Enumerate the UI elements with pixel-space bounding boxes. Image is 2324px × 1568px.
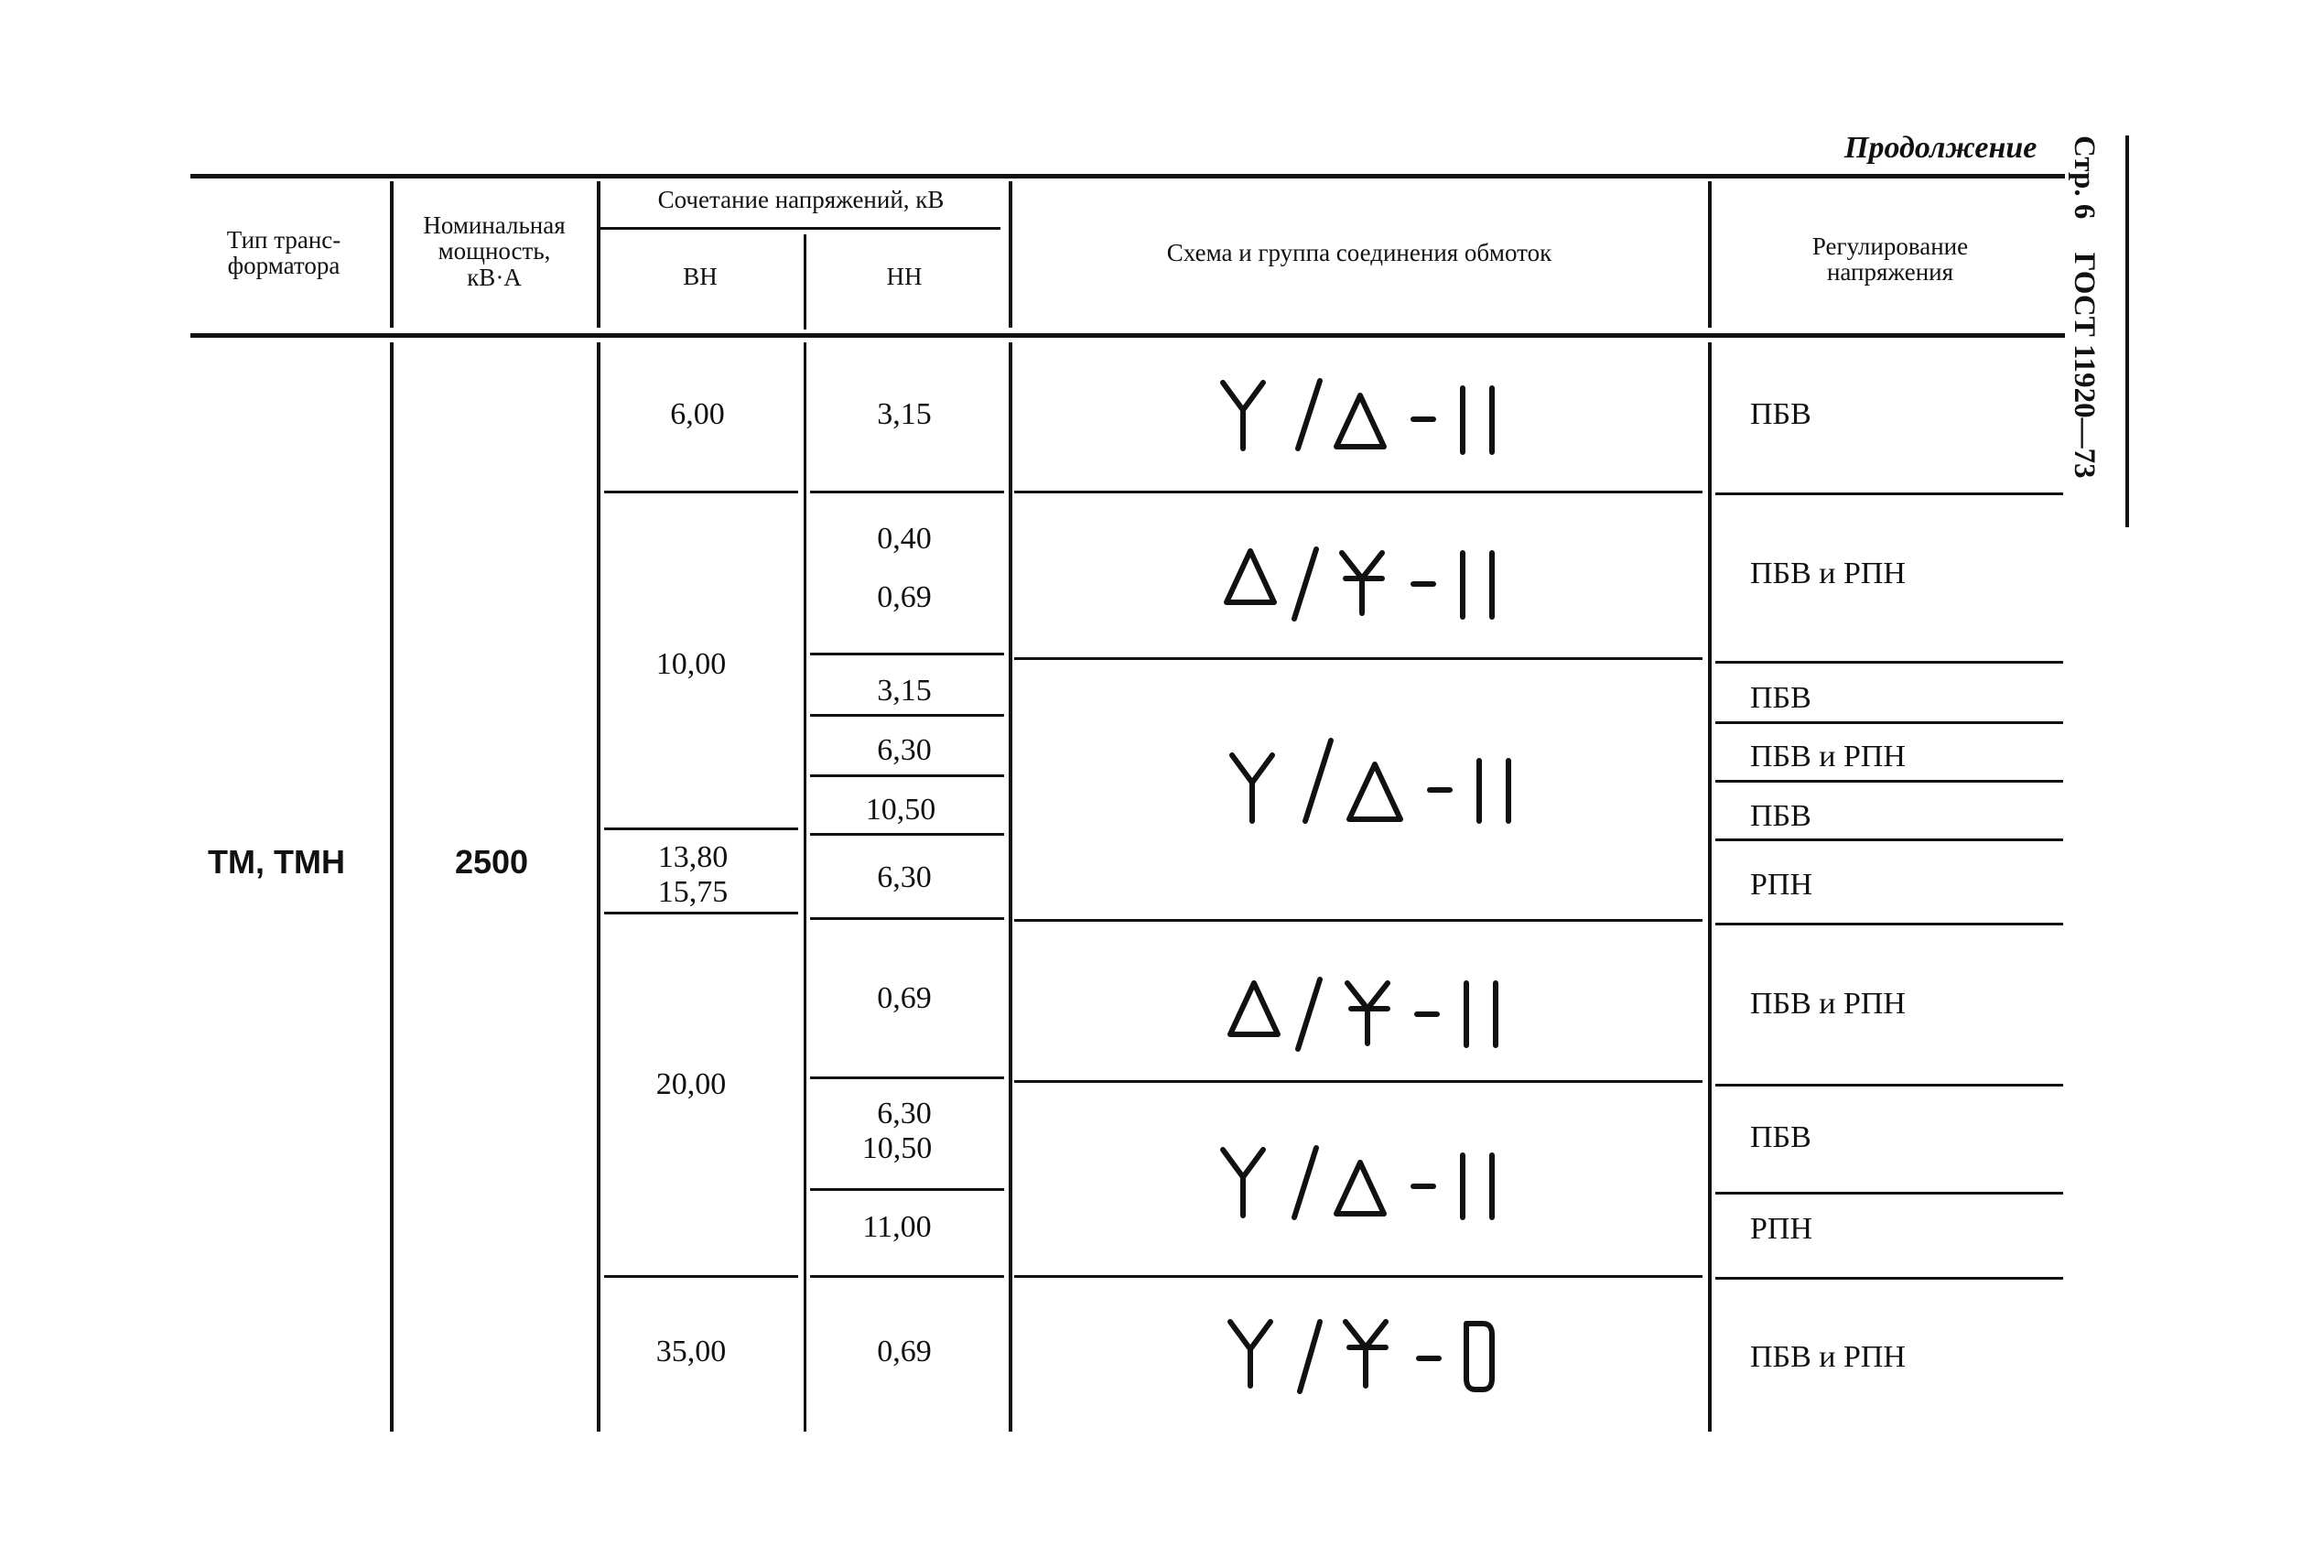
col-line-4 bbox=[1009, 342, 1012, 1432]
reg-sep-1 bbox=[1715, 492, 2063, 495]
regulation-value: ПБВ bbox=[1750, 1120, 1811, 1154]
header-bottom-rule bbox=[190, 333, 2065, 338]
hv-value: 20,00 bbox=[655, 1067, 727, 1101]
lv-value: 3,15 bbox=[877, 674, 932, 708]
hv-value: 35,00 bbox=[655, 1335, 727, 1368]
header-voltage-combo: Сочетание напряжений, кВ bbox=[657, 186, 945, 213]
nominal-power: 2500 bbox=[454, 843, 529, 881]
col-line-1h bbox=[390, 181, 394, 328]
side-rule bbox=[2125, 135, 2129, 527]
hv-value: 6,00 bbox=[670, 397, 725, 431]
lv-value: 0,69 bbox=[877, 580, 932, 614]
lv-value: 10,50 bbox=[861, 1131, 933, 1165]
hv-sep-3 bbox=[604, 912, 798, 914]
col-line-5 bbox=[1708, 342, 1712, 1432]
hv-sep-1 bbox=[604, 491, 798, 493]
scheme-sep-3 bbox=[1014, 919, 1702, 922]
lv-value: 6,30 bbox=[877, 1097, 932, 1130]
regulation-value: РПН bbox=[1750, 868, 1813, 902]
scheme-y-delta-11 bbox=[1217, 375, 1529, 458]
col-line-2 bbox=[597, 342, 600, 1432]
lv-value: 11,00 bbox=[862, 1210, 932, 1244]
scheme-delta-y-11 bbox=[1217, 961, 1529, 1053]
lv-sep-2 bbox=[810, 653, 1004, 655]
hv-value: 15,75 bbox=[657, 875, 729, 909]
lv-sep-1 bbox=[810, 491, 1004, 493]
lv-sep-7 bbox=[810, 1076, 1004, 1079]
reg-sep-7 bbox=[1715, 1084, 2063, 1087]
lv-sep-9 bbox=[810, 1275, 1004, 1278]
hv-sep-2 bbox=[604, 827, 798, 830]
scheme-y-y-0 bbox=[1217, 1307, 1529, 1399]
regulation-value: ПБВ bbox=[1750, 397, 1811, 431]
reg-sep-6 bbox=[1715, 923, 2063, 925]
scheme-y-delta-11 bbox=[1227, 737, 1538, 828]
page-number: Стр. 6 bbox=[2068, 135, 2101, 220]
col-line-5h bbox=[1708, 181, 1712, 328]
scheme-delta-y-11 bbox=[1217, 540, 1529, 622]
col-line-2h bbox=[597, 181, 600, 328]
lv-value: 6,30 bbox=[877, 733, 932, 767]
lv-sep-3 bbox=[810, 714, 1004, 717]
hv-value: 13,80 bbox=[657, 840, 729, 874]
regulation-value: ПБВ bbox=[1750, 681, 1811, 715]
scheme-y-delta-11 bbox=[1217, 1135, 1529, 1227]
scheme-sep-1 bbox=[1014, 491, 1702, 493]
col-line-3 bbox=[804, 342, 806, 1432]
lv-sep-5 bbox=[810, 833, 1004, 836]
scheme-sep-5 bbox=[1014, 1275, 1702, 1278]
regulation-value: РПН bbox=[1750, 1212, 1813, 1246]
reg-sep-8 bbox=[1715, 1192, 2063, 1195]
hv-value: 10,00 bbox=[655, 647, 727, 681]
col-line-4h bbox=[1009, 181, 1012, 328]
lv-value: 3,15 bbox=[877, 397, 932, 431]
header-power: Номинальная мощность, кВ·А bbox=[423, 211, 566, 291]
regulation-value: ПБВ и РПН bbox=[1750, 557, 1906, 590]
continuation-label: Продолжение bbox=[1844, 131, 2038, 165]
lv-value: 0,69 bbox=[877, 1335, 932, 1368]
lv-sep-4 bbox=[810, 774, 1004, 777]
reg-sep-5 bbox=[1715, 838, 2063, 841]
lv-value: 10,50 bbox=[865, 793, 936, 827]
scheme-sep-4 bbox=[1014, 1080, 1702, 1083]
hv-sep-4 bbox=[604, 1275, 798, 1278]
reg-sep-9 bbox=[1715, 1277, 2063, 1280]
transformer-type: ТМ, ТМН bbox=[208, 843, 345, 881]
lv-value: 0,40 bbox=[877, 522, 932, 556]
col-line-3h bbox=[804, 234, 806, 330]
header-lv: НН bbox=[886, 263, 923, 290]
standard-number: ГОСТ 11920—73 bbox=[2068, 252, 2101, 479]
header-hv: ВН bbox=[683, 263, 718, 290]
header-scheme: Схема и группа соединения обмоток bbox=[1166, 239, 1552, 266]
lv-sep-8 bbox=[810, 1188, 1004, 1191]
side-page-label bbox=[2067, 135, 2101, 504]
regulation-value: ПБВ и РПН bbox=[1750, 1340, 1906, 1374]
lv-value: 0,69 bbox=[877, 981, 932, 1015]
voltage-header-rule bbox=[600, 227, 1000, 230]
scheme-sep-2 bbox=[1014, 657, 1702, 660]
reg-sep-3 bbox=[1715, 721, 2063, 724]
col-line-1 bbox=[390, 342, 394, 1432]
table-top-rule bbox=[190, 174, 2065, 178]
regulation-value: ПБВ и РПН bbox=[1750, 740, 1906, 773]
header-type: Тип транс- форматора bbox=[226, 226, 341, 280]
lv-sep-6 bbox=[810, 917, 1004, 920]
reg-sep-4 bbox=[1715, 780, 2063, 783]
regulation-value: ПБВ bbox=[1750, 799, 1811, 833]
regulation-value: ПБВ и РПН bbox=[1750, 987, 1906, 1021]
lv-value: 6,30 bbox=[877, 860, 932, 894]
header-regulation: Регулирование напряжения bbox=[1811, 232, 1969, 287]
reg-sep-2 bbox=[1715, 661, 2063, 664]
